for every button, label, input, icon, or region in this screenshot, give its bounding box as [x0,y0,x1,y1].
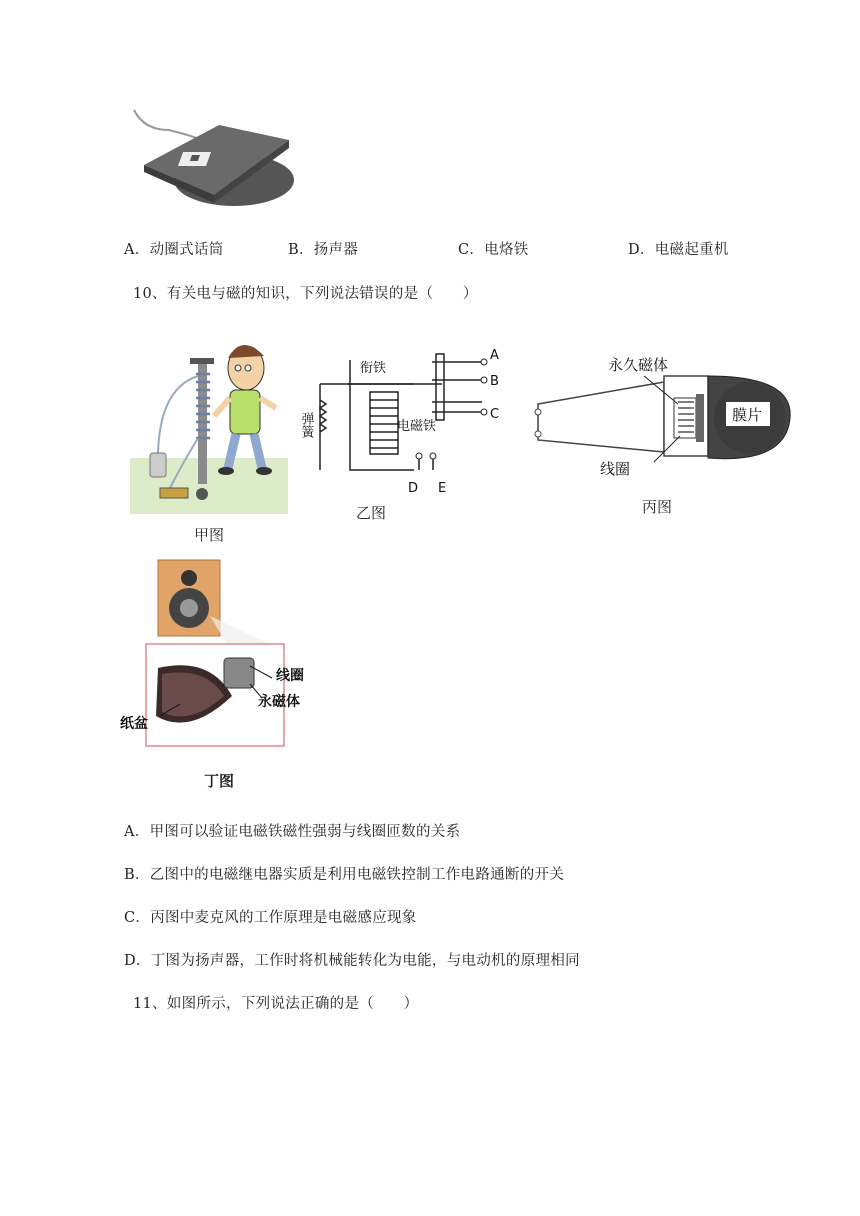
caption-bing: 丙图 [642,498,673,516]
q10-stem: 10、有关电与磁的知识，下列说法错误的是（ ） [133,286,478,302]
q10-option-c: C．丙图中麦克风的工作原理是电磁感应现象 [124,910,417,926]
label-coil: 线圈 [600,460,631,478]
label-cone: 纸盆 [120,716,148,732]
label-armature: 衔铁 [360,361,387,376]
q10-option-a: A．甲图可以验证电磁铁磁性强弱与线圈匝数的关系 [124,824,461,840]
figure-yi [298,340,512,525]
charging-pad-figure [124,100,294,215]
q11-stem: 11、如图所示，下列说法正确的是（ ） [133,996,419,1012]
caption-jia: 甲图 [194,526,225,544]
label-e: E [438,481,447,496]
label-speaker-coil: 线圈 [276,668,304,684]
label-d: D [408,481,419,496]
figure-ding [120,556,320,796]
label-spring: 弹簧 [298,412,314,438]
caption-ding: 丁图 [204,772,235,790]
label-electromagnet: 电磁铁 [397,419,437,434]
label-b: B [490,374,499,389]
caption-yi: 乙图 [356,504,387,522]
label-permanent-magnet: 永久磁体 [608,356,669,374]
q9-option-a: A．动圈式话筒 [124,242,224,258]
q10-option-d: D．丁图为扬声器，工作时将机械能转化为电能，与电动机的原理相同 [124,953,580,969]
q9-option-c: C．电烙铁 [458,242,529,258]
q9-option-b: B．扬声器 [288,242,359,258]
label-diaphragm: 膜片 [732,406,763,424]
label-speaker-magnet: 永磁体 [258,694,300,710]
q9-option-d: D．电磁起重机 [628,242,729,258]
label-a: A [490,348,499,363]
figure-jia [130,328,288,544]
figure-bing [528,346,796,521]
label-c: C [490,407,500,422]
q10-option-b: B．乙图中的电磁继电器实质是利用电磁铁控制工作电路通断的开关 [124,867,565,883]
